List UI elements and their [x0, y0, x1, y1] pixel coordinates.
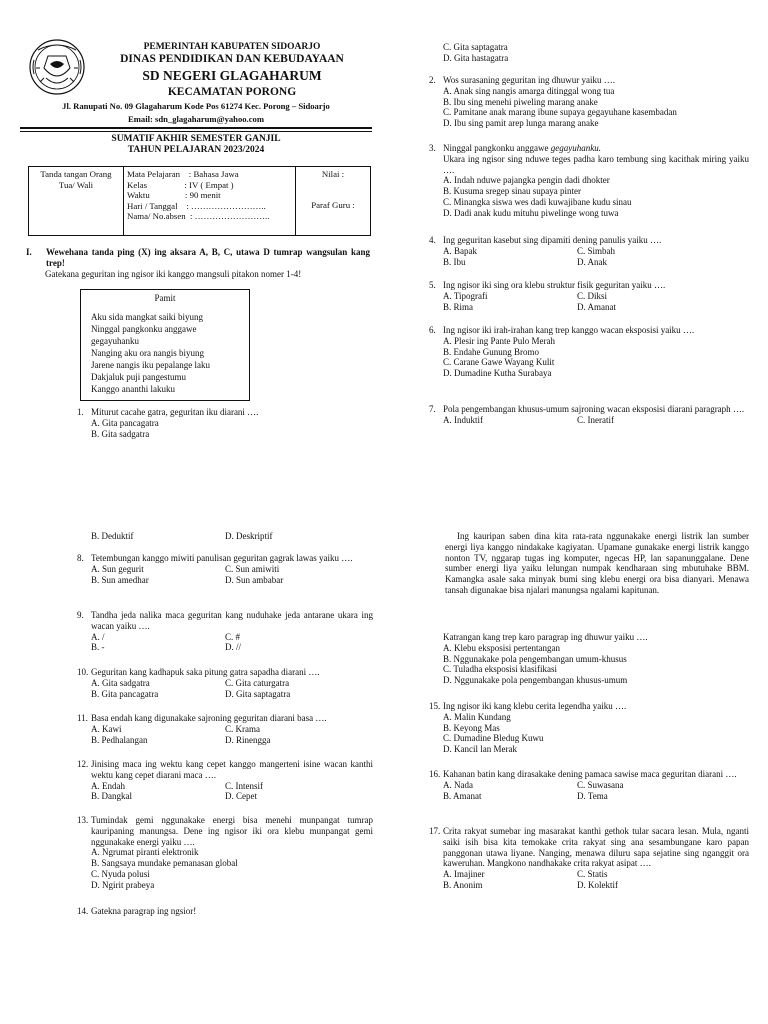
time-row: Waktu : 90 menit: [127, 190, 221, 201]
option-c[interactable]: C. Gita caturgatra: [225, 677, 290, 688]
option-a[interactable]: A. Anak sing nangis amarga ditinggal wong tua: [443, 85, 615, 96]
option-a[interactable]: A. Sun gegurit: [91, 563, 144, 574]
option-d[interactable]: D. //: [225, 642, 242, 653]
option-c[interactable]: C. Tuladha eksposisi klasifikasi: [443, 664, 558, 675]
option-c[interactable]: C. Sun amiwiti: [225, 563, 280, 574]
poem-box: [80, 289, 250, 401]
question-4: 4. Ing geguritan kasebut sing dipamiti dening panulis yaiku …. A. Bapak C. Simbah B. Ibu D. Anak: [429, 235, 749, 267]
option-b[interactable]: B. Amanat: [443, 790, 482, 801]
option-b[interactable]: B. Kusuma sregep sinau supaya pinter: [443, 186, 581, 197]
option-c[interactable]: C. Carane Gawe Wayang Kulit: [443, 357, 555, 368]
option-d[interactable]: D. Ngirit prabeya: [91, 879, 155, 890]
question-16: 16. Kahanan batin kang dirasakake dening pamaca sawise maca geguritan diarani …. A. Nada C. Suwasana B. Amanat D. Tema: [429, 769, 737, 801]
option-b[interactable]: B. Keyong Mas: [443, 722, 500, 733]
header-address: Jl. Ranupati No. 09 Glagaharum Kode Pos 61274 Kec. Porong – Sidoarjo: [62, 101, 330, 111]
poem-line: Ninggal pangkonku anggawe: [91, 323, 197, 334]
instruction-block: [26, 247, 370, 279]
option-b[interactable]: B. Rima: [443, 301, 474, 312]
instruction-sub: Gatekana geguritan ing ngisor iki kanggo mangsuli pitakon nomer 1-4!: [45, 268, 302, 279]
instruction-text: Wewehana tanda ping (X) ing aksara A, B, C, utawa D tumrap wangsulan kang trep!: [46, 247, 370, 268]
option-d[interactable]: D. Nggunakake pola pengembangan khusus-umum: [443, 675, 628, 686]
option-b[interactable]: B. Anonim: [443, 879, 483, 890]
name-row[interactable]: Nama/ No.absen : ……………………..: [127, 211, 270, 222]
question-12: 12. Jinising maca ing wektu kang cepet kanggo mangerteni isine wacan kanthi wektu kang cepet diarani maca …. A. Endah C. Intensif B. Dangkal D. Cepet: [77, 759, 373, 802]
option-a[interactable]: A. Gita sadgatra: [91, 677, 150, 688]
question-13: 13. Tumindak gemi nggunakake energi bisa menehi munpangat tumrap kauripaning manungsa. Dene ing ngisor iki ora klebu munpangat gemi nggunakake energi yaiku …. A. Ngrumat piranti elektronik B. Sangsaya mundake pemanasan global C. Nyuda polusi D. Ngirit prabeya: [77, 815, 373, 890]
letterhead-rule-thick: [20, 127, 372, 129]
option-c[interactable]: C. Nyuda polusi: [91, 868, 150, 879]
option-d[interactable]: D. Amanat: [577, 301, 616, 312]
option-c[interactable]: C. #: [225, 631, 241, 642]
option-b[interactable]: B. Pedhalangan: [91, 734, 148, 745]
option-a[interactable]: A. Indah nduwe pajangka pengin dadi dhokter: [443, 175, 610, 186]
option-c[interactable]: C. Diksi: [577, 290, 608, 301]
option-a[interactable]: A. Ngrumat piranti elektronik: [91, 847, 199, 858]
score-label: Nilai :: [321, 169, 345, 179]
option-b[interactable]: B. Gita pancagatra: [91, 688, 159, 699]
option-d[interactable]: D. Cepet: [225, 791, 257, 802]
question-1: 1. Miturut cacahe gatra, geguritan iku diarani …. A. Gita pancagatra B. Gita sadgatra: [77, 407, 373, 439]
question-6: 6. Ing ngisor iki irah-irahan kang trep kanggo wacan eksposisi yaiku …. A. Plesir ing Pante Pulo Merah B. Endahe Gunung Bromo C. Carane Gawe Wayang Kulit D. Dumadine Kutha Surabaya: [429, 325, 749, 379]
poem-line: gegayuhanku: [91, 335, 139, 346]
student-info-table: [28, 166, 371, 236]
option-a[interactable]: A. Induktif: [443, 414, 483, 425]
poem-line: Kanggo ananthi lakuku: [91, 383, 175, 394]
option-c[interactable]: C. Minangka siswa wes dadi kuwajibane kudu sinau: [443, 196, 632, 207]
option-b[interactable]: B. Ibu sing menehi piweling marang anake: [443, 96, 598, 107]
question-8: 8. Tetembungan kanggo miwiti panulisan geguritan gagrak lawas yaiku …. A. Sun gegurit C. Sun amiwiti B. Sun amedhar D. Sun ambabar: [77, 553, 373, 585]
option-a[interactable]: A. Malin Kundang: [443, 711, 511, 722]
option-a[interactable]: A. Tipografi: [443, 290, 488, 301]
header-district: KECAMATAN PORONG: [167, 86, 297, 98]
option-c[interactable]: C. Krama: [225, 723, 260, 734]
question-9: 9. Tandha jeda nalika maca geguritan kang nuduhake jeda antarane ukara ing wacan yaiku …. A. / C. # B. - D. //: [77, 610, 373, 653]
question-2: 2. Wos surasaning geguritan ing dhuwur yaiku …. A. Anak sing nangis amarga ditinggal wong tua B. Ibu sing menehi piweling marang anake C. Pamitane anak marang ibune supaya gegayuhane kasembadan D. Ibu sing pamit arep lunga marang anake: [429, 75, 749, 129]
option-c[interactable]: C. Suwasana: [577, 779, 624, 790]
header-dept: DINAS PENDIDIKAN DAN KEBUDAYAAN: [120, 53, 344, 65]
option-d[interactable]: D. Deskriptif: [225, 531, 273, 541]
question-14-paragraph: Ing kauripan saben dina kita rata-rata nggunakake energi listrik lan sumber energi liya kanggo nindakake kagiyatan. Upamane gunakake energi listrik kanggo nonton TV, nggarap tugas ing komputer, ngecas HP, lan sapanunggalane. Dene sumber energi liya yaiku lelungan numpak kendharaan sing mbutuhake BBM. Kamangka asale saka minyak bumi sing klebu energi ora bisa dianyari. Menawa tansah digunakae bisa njalari manungsa ngalami kapitunan.: [445, 531, 749, 595]
option-d[interactable]: D. Ibu sing pamit arep lunga marang anake: [443, 118, 599, 129]
option-b[interactable]: B. Sangsaya mundake pemanasan global: [91, 858, 238, 869]
question-15: 15. Ing ngisor iki kang klebu cerita legendha yaiku …. A. Malin Kundang B. Keyong Mas C. Dumadine Bledug Kuwu D. Kancil lan Merak: [429, 701, 749, 755]
teacher-sign-label: Paraf Guru :: [311, 199, 355, 210]
option-d[interactable]: D. Dumadine Kutha Surabaya: [443, 368, 552, 379]
poem-line: Aku sida mangkat saiki biyung: [91, 311, 203, 322]
option-a[interactable]: A. Gita pancagatra: [91, 417, 159, 428]
letterhead-rule-thin: [20, 131, 372, 132]
exam-year: TAHUN PELAJARAN 2023/2024: [127, 145, 265, 155]
option-b[interactable]: B. Gita sadgatra: [91, 428, 150, 439]
option-d[interactable]: D. Rinengga: [225, 734, 271, 745]
option-d[interactable]: D. Gita saptagatra: [225, 688, 291, 699]
option-d[interactable]: D. Gita hastagatra: [443, 52, 509, 63]
question-14-prompt: Katrangan kang trep karo paragrap ing dhuwur yaiku …. A. Klebu eksposisi pertentangan B. Nggunakake pola pengembangan umum-khusus C. Tuladha eksposisi klasifikasi D. Nggunakake pola pengembangan khusus-umum: [429, 632, 749, 686]
option-c[interactable]: C. Ineratif: [577, 414, 614, 425]
question-1-cont: [429, 42, 749, 64]
option-a[interactable]: A. Plesir ing Pante Pulo Merah: [443, 335, 555, 346]
option-a[interactable]: A. Bapak: [443, 245, 477, 256]
option-d[interactable]: D. Anak: [577, 256, 607, 267]
question-7: 7. Pola pengembangan khusus-umum sajroning wacan eksposisi diarani paragraph …. A. Induktif C. Ineratif: [429, 404, 745, 425]
option-d[interactable]: D. Kolektif: [577, 879, 618, 890]
parent-signature-cell: Tanda tangan Orang Tua/ Wali: [29, 167, 124, 236]
option-c[interactable]: C. Dumadine Bledug Kuwu: [443, 733, 544, 744]
option-a[interactable]: A. /: [91, 631, 105, 642]
question-17: 17. Crita rakyat sumebar ing masarakat kanthi gethok tular sacara lesan. Mula, nganti saiki isih bisa kita temokake crita rakyat sing ana sesambungane karo papan panggonan utawa liyane. Nanging, menawa diluru sapa sejatine sing nganggit ora kaweruhan. Mangkono nandhakake crita rakyat asipat …. A. Imajiner C. Statis B. Anonim D. Kolektif: [429, 826, 749, 890]
section-number: I.: [26, 247, 32, 257]
option-a[interactable]: A. Klebu eksposisi pertentangan: [443, 642, 560, 653]
date-row[interactable]: Hari / Tanggal : ……………………..: [127, 200, 266, 211]
option-a[interactable]: A. Imajiner: [443, 869, 485, 880]
poem-line: Nanging aku ora nangis biyung: [91, 347, 204, 358]
option-b[interactable]: B. -: [91, 642, 105, 653]
poem-line: Dakjaluk puji pangestumu: [91, 371, 186, 382]
option-a[interactable]: A. Kawi: [91, 723, 122, 734]
option-b[interactable]: B. Nggunakake pola pengembangan umum-khusus: [443, 653, 627, 664]
option-c[interactable]: C. Intensif: [225, 780, 263, 791]
question-11: 11. Basa endah kang digunakake sajroning geguritan diarani basa …. A. Kawi C. Krama B. Pedhalangan D. Rinengga: [77, 713, 373, 745]
option-b[interactable]: B. Endahe Gunung Bromo: [443, 346, 539, 357]
poem-line: Jarene nangis iku pepalange laku: [91, 359, 210, 370]
option-c[interactable]: C. Gita saptagatra: [443, 42, 508, 52]
option-d[interactable]: D. Sun ambabar: [225, 574, 284, 585]
header-email: Email: sdn_glagaharum@yahoo.com: [128, 114, 264, 124]
question-5: 5. Ing ngisor iki sing ora klebu struktur fisik geguritan yaiku …. A. Tipografi C. Diksi B. Rima D. Amanat: [429, 280, 749, 312]
option-d[interactable]: D. Dadi anak kudu mituhu piwelinge wong tuwa: [443, 207, 619, 218]
class-row: Kelas : IV ( Empat ): [127, 179, 234, 190]
subject-row: Mata Pelajaran : Bahasa Jawa: [127, 169, 239, 179]
header-gov: PEMERINTAH KABUPATEN SIDOARJO: [143, 42, 321, 52]
option-b[interactable]: B. Sun amedhar: [91, 574, 149, 585]
option-d[interactable]: D. Tema: [577, 790, 608, 801]
poem-title: Pamit: [154, 293, 176, 303]
option-c[interactable]: C. Simbah: [577, 245, 616, 256]
option-c[interactable]: C. Statis: [577, 869, 608, 880]
option-a[interactable]: A. Nada: [443, 779, 473, 790]
option-b[interactable]: B. Dangkal: [91, 791, 132, 802]
option-b[interactable]: B. Deduktif: [91, 531, 134, 541]
option-b[interactable]: B. Ibu: [443, 256, 466, 267]
question-3: 3. Ninggal pangkonku anggawe gegayuhanku. Ukara ing ngisor sing nduwe teges padha karo tembung sing kacithak miring yaiku …. A. Indah nduwe pajangka pengin dadi dhokter B. Kusuma sregep sinau supaya pinter C. Minangka siswa wes dadi kuwajibane kudu sinau D. Dadi anak kudu mituhu piwelinge wong tuwa: [429, 143, 749, 218]
question-7-cont: [77, 531, 373, 542]
exam-title: SUMATIF AKHIR SEMESTER GANJIL: [111, 134, 281, 144]
question-10: 10. Geguritan kang kadhapuk saka pitung gatra sapadha diarani …. A. Gita sadgatra C. Gita caturgatra B. Gita pancagatra D. Gita saptagatra: [77, 667, 373, 699]
header-school: SD NEGERI GLAGAHARUM: [142, 68, 322, 83]
option-c[interactable]: C. Pamitane anak marang ibune supaya gegayuhane kasembadan: [443, 107, 677, 118]
option-a[interactable]: A. Endah: [91, 780, 125, 791]
option-d[interactable]: D. Kancil lan Merak: [443, 744, 517, 755]
question-14: 14. Gatekna paragrap ing ngsior!: [77, 906, 197, 916]
